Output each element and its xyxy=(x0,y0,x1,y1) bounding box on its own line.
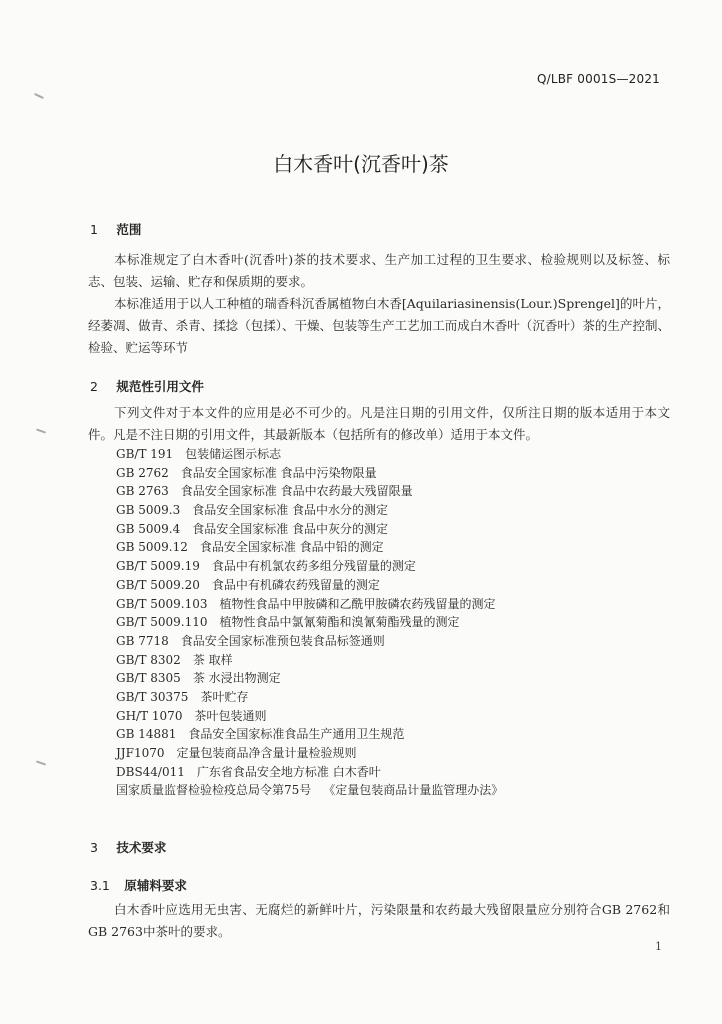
reference-code: GB 2762 xyxy=(116,465,169,480)
paragraph-scope-1: 本标准规定了白木香叶(沉香叶)茶的技术要求、生产加工过程的卫生要求、检验规则以及标签、标志、包装、运输、贮存和保质期的要求。 xyxy=(88,252,670,289)
reference-item xyxy=(116,763,503,782)
section-number: 1 xyxy=(90,222,98,237)
reference-code: GB/T 5009.103 xyxy=(116,596,208,611)
section-heading-scope xyxy=(90,220,141,238)
section-heading-raw-materials xyxy=(90,876,187,894)
reference-code: GB 5009.3 xyxy=(116,503,181,518)
reference-title: 食品安全国家标准 食品中铅的测定 xyxy=(199,540,384,555)
reference-item xyxy=(116,651,503,670)
reference-code: GB/T 5009.110 xyxy=(116,615,208,630)
section-title: 范围 xyxy=(116,222,142,237)
reference-title: 茶 水浸出物测定 xyxy=(192,671,281,686)
reference-item xyxy=(116,669,503,688)
section-heading-references xyxy=(90,377,204,395)
reference-code: GB/T 191 xyxy=(116,447,174,461)
reference-code: JJF1070 xyxy=(116,746,165,760)
scan-speck xyxy=(36,428,46,433)
reference-title: 茶叶贮存 xyxy=(200,689,249,704)
reference-title: 食品安全国家标准 食品中农药最大残留限量 xyxy=(180,484,413,499)
reference-title: 食品安全国家标准预包装食品标签通则 xyxy=(180,633,385,648)
reference-code: GB/T 30375 xyxy=(116,689,189,704)
reference-item xyxy=(116,538,503,557)
reference-title: 食品中有机磷农药残留量的测定 xyxy=(211,577,380,592)
reference-code: GB/T 5009.20 xyxy=(116,577,200,592)
reference-code: GB 5009.4 xyxy=(116,521,181,536)
reference-code: GB/T 5009.19 xyxy=(116,559,200,574)
reference-item xyxy=(116,632,503,651)
reference-title: 食品安全国家标准 食品中污染物限量 xyxy=(180,465,377,480)
section-title: 原辅料要求 xyxy=(124,878,187,893)
reference-title: 《定量包装商品计量监管理办法》 xyxy=(323,783,504,798)
reference-list xyxy=(116,445,503,800)
reference-code: 国家质量监督检验检疫总局令第75号 xyxy=(116,783,312,798)
scan-speck xyxy=(36,760,46,765)
section-number: 3 xyxy=(90,840,98,855)
reference-item xyxy=(116,464,503,483)
reference-title: 定量包装商品净含量计量检验规则 xyxy=(176,746,357,760)
scan-speck xyxy=(34,93,44,99)
reference-item xyxy=(116,520,503,539)
reference-item xyxy=(116,482,503,501)
reference-title: 食品安全国家标准 食品中水分的测定 xyxy=(192,503,389,518)
reference-title: 食品安全国家标准食品生产通用卫生规范 xyxy=(188,727,405,742)
reference-code: GB 2763 xyxy=(116,484,169,499)
reference-item xyxy=(116,781,503,800)
document-title: 白木香叶(沉香叶)茶 xyxy=(273,152,449,176)
reference-code: GB/T 8302 xyxy=(116,652,181,667)
reference-code: GB 5009.12 xyxy=(116,540,188,555)
reference-code: GB/T 8305 xyxy=(116,671,181,686)
reference-item xyxy=(116,576,503,595)
standard-code: Q/LBF 0001S—2021 xyxy=(536,72,660,86)
reference-code: GB 7718 xyxy=(116,633,169,648)
section-number: 2 xyxy=(90,379,98,394)
reference-item xyxy=(116,725,503,744)
reference-title: 植物性食品中氯氰菊酯和溴氰菊酯残量的测定 xyxy=(219,615,460,630)
reference-title: 广东省食品安全地方标准 白木香叶 xyxy=(196,764,381,779)
section-title: 技术要求 xyxy=(116,840,167,855)
reference-code: GH/T 1070 xyxy=(116,708,183,723)
paragraph-scope-2: 本标准适用于以人工种植的瑞香科沉香属植物白木香[Aquilariasinensis(Lour.)Sprengel]的叶片，经萎凋、做青、杀青、揉捻（包揉）、干燥、包装等生产工艺加工而成白木香叶（沉香叶）茶的生产控制、检验、贮运等环节 xyxy=(88,296,670,355)
reference-title: 植物性食品中甲胺磷和乙酰甲胺磷农药残留量的测定 xyxy=(219,596,496,611)
reference-title: 茶 取样 xyxy=(192,652,233,667)
reference-item xyxy=(116,707,503,726)
section-title: 规范性引用文件 xyxy=(116,379,204,394)
reference-item xyxy=(116,595,503,614)
reference-title: 食品安全国家标准 食品中灰分的测定 xyxy=(192,521,389,536)
reference-title: 茶叶包装通则 xyxy=(194,708,267,723)
reference-item xyxy=(116,501,503,520)
reference-item xyxy=(116,744,503,763)
reference-code: DBS44/011 xyxy=(116,764,185,779)
paragraph-references-intro: 下列文件对于本文件的应用是必不可少的。凡是注日期的引用文件，仅所注日期的版本适用于本文件。凡是不注日期的引用文件，其最新版本（包括所有的修改单）适用于本文件。 xyxy=(88,405,670,442)
section-number: 3.1 xyxy=(90,878,110,893)
page-number: 1 xyxy=(655,940,662,953)
reference-item xyxy=(116,688,503,707)
reference-title: 食品中有机氯农药多组分残留量的测定 xyxy=(211,559,416,574)
reference-code: GB 14881 xyxy=(116,727,177,742)
reference-item xyxy=(116,613,503,632)
reference-item xyxy=(116,445,503,464)
reference-item xyxy=(116,557,503,576)
section-heading-technical-requirements xyxy=(90,838,166,856)
paragraph-raw-materials: 白木香叶应选用无虫害、无腐烂的新鲜叶片，污染限量和农药最大残留限量应分别符合GB 2762和GB 2763中茶叶的要求。 xyxy=(88,902,670,939)
reference-title: 包装储运图示标志 xyxy=(185,447,282,461)
